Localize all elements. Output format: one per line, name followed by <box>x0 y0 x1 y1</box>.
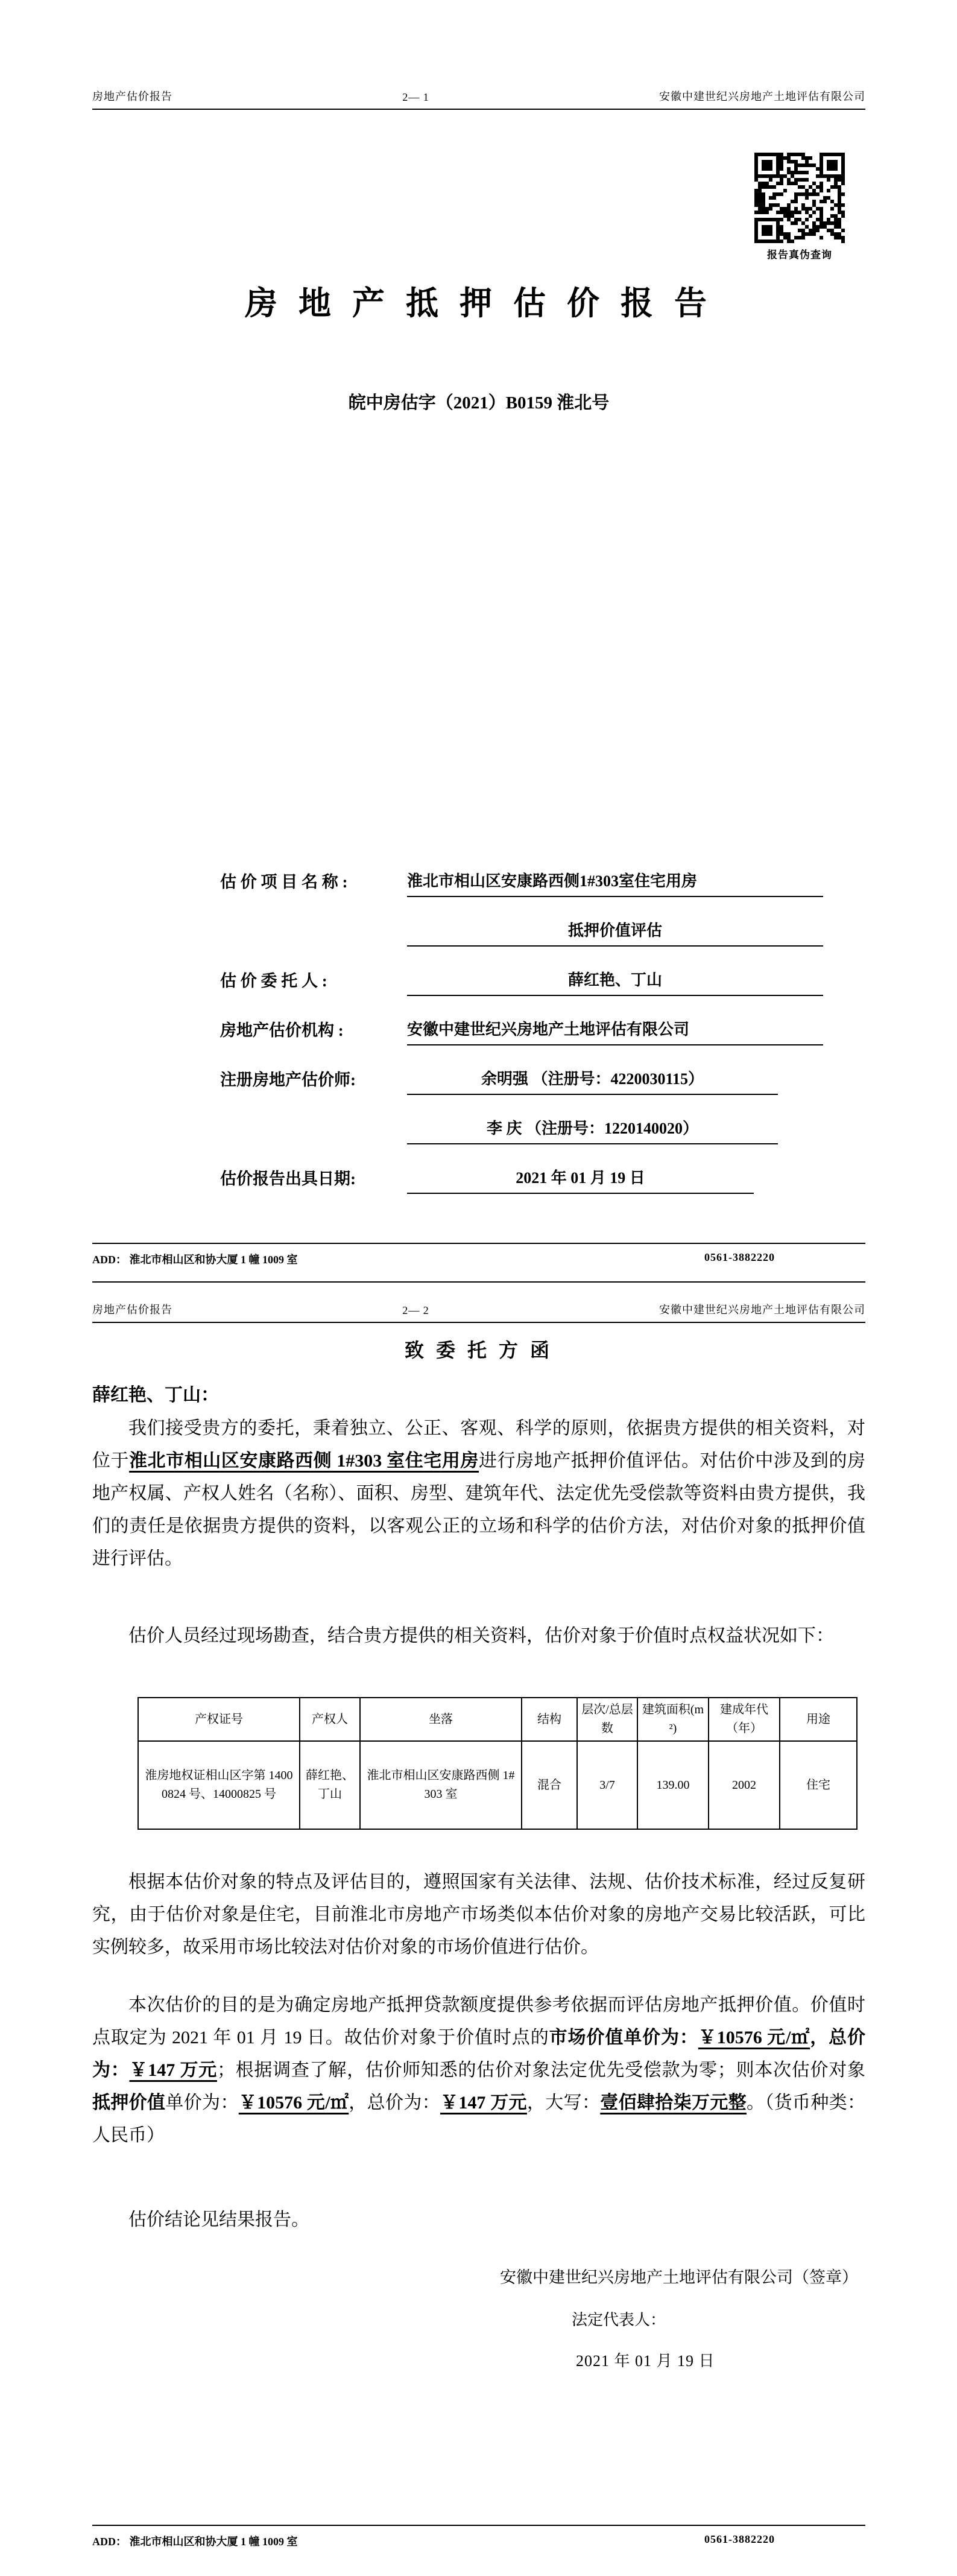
page-header <box>92 88 865 104</box>
form-value: 抵押价值评估 <box>407 921 823 947</box>
salutation: 薛红艳、丁山： <box>92 1385 219 1405</box>
report-number: 皖中房估字（2021）B0159 淮北号 <box>348 393 610 413</box>
market-value-label: 市场价值 <box>549 2028 624 2048</box>
table-cell-structure: 混合 <box>522 1741 577 1829</box>
paragraph-method: 根据本估价对象的特点及评估目的，遵照国家有关法律、法规、估价技术标准，经过反复研究，由于估价对象是住宅，目前淮北市房地产市场类似本估价对象的房地产交易比较活跃，可比实例较多，故采用市场比较法对估价对象的市场价值进行估价。 <box>92 1872 865 1957</box>
form-label: 注册房地产估价师: <box>220 1071 356 1089</box>
mortgage-unit-price: ￥10576 元/㎡ <box>238 2093 349 2113</box>
form-value: 安徽中建世纪兴房地产土地评估有限公司 <box>407 1020 823 1046</box>
form-label: 估 价 委 托 人 : <box>220 972 327 990</box>
form-field-appraiser-2 <box>220 1095 823 1144</box>
footer-phone: 0561-3882220 <box>704 2533 775 2545</box>
table-cell-usage: 住宅 <box>780 1741 857 1829</box>
paragraph-intro <box>92 1412 865 1575</box>
form-field-appraiser-1 <box>220 1045 823 1095</box>
paragraph-conclusion: 估价结论见结果报告。 <box>128 2210 309 2230</box>
form-value: 李 庆 （注册号：1220140020） <box>407 1119 778 1145</box>
text-run: 我们接受贵方的委托，秉着独立、公正、客观、科学的原则，依据贵方提供的相关资料，对位于 <box>92 1418 865 1471</box>
signature-legal-rep: 法定代表人： <box>572 2311 666 2329</box>
text-run: 本次估价的目的是为确定房地产抵押贷款额度提供参考依据而评估房地产抵押价值。价值时点取定为 2021 年 01 月 19 日。故估价对象于价值时点的 <box>92 1995 865 2048</box>
cover-form <box>220 848 823 1194</box>
text-run: ；根据调查了解，估价师知悉的估价对象法定优先受偿款为零；则本次估价对象 <box>216 2060 866 2080</box>
table-cell-owner: 薛红艳、丁山 <box>300 1741 360 1829</box>
qr-caption: 报告真伪查询 <box>767 249 832 261</box>
text-run: ，总价为： <box>92 2028 866 2080</box>
market-unit-price: ￥10576 元/㎡ <box>698 2028 810 2048</box>
qr-block <box>754 153 845 261</box>
form-field-agency <box>220 996 823 1045</box>
letter-title: 致 委 托 方 函 <box>404 1339 553 1361</box>
text-run: 单价为： <box>165 2093 239 2113</box>
amount-in-words: 壹佰肆拾柒万元整 <box>600 2093 747 2113</box>
header-doc-title: 房地产估价报告 <box>92 90 172 103</box>
footer-address: ADD： 淮北市相山区和协大厦 1 幢 1009 室 <box>92 2536 298 2548</box>
report-title: 房 地 产 抵 押 估 价 报 告 <box>244 285 713 322</box>
header-company-name: 安徽中建世纪兴房地产土地评估有限公司 <box>659 1304 865 1316</box>
form-field-client <box>220 947 823 996</box>
qr-code <box>754 153 845 243</box>
table-header-cell: 结构 <box>522 1698 577 1741</box>
page-2 <box>0 1294 957 2576</box>
table-header-cell: 产权人 <box>300 1698 360 1741</box>
table-header-cell: 产权证号 <box>138 1698 300 1741</box>
page-footer <box>92 2525 865 2549</box>
footer-phone: 0561-3882220 <box>704 1251 775 1263</box>
text-run: 。（货币种类：人民币） <box>92 2093 866 2145</box>
table-cell-year: 2002 <box>709 1741 780 1829</box>
text-run: 单价为： <box>624 2028 698 2048</box>
page-header <box>92 1301 865 1317</box>
table-cell-location: 淮北市相山区安康路西侧 1#303 室 <box>360 1741 522 1829</box>
table-header-cell: 坐落 <box>360 1698 522 1741</box>
property-rights-table <box>137 1697 858 1830</box>
text-run: ，总价为： <box>349 2093 441 2113</box>
text-run: ，大写： <box>526 2093 601 2113</box>
paragraph-survey: 估价人员经过现场勘查，结合贵方提供的相关资料，估价对象于价值时点权益状况如下： <box>128 1626 834 1646</box>
table-header-cell: 用途 <box>780 1698 857 1741</box>
form-value: 2021 年 01 月 19 日 <box>407 1169 754 1194</box>
text-run: 进行房地产抵押价值评估。对估价中涉及到的房地产权属、产权人姓名（名称）、面积、房型、建筑年代、法定优先受偿款等资料由贵方提供，我们的责任是依据贵方提供的资料，以客观公正的立场和科学的估价方法，对估价对象的抵押价值进行评估。 <box>92 1451 866 1569</box>
market-total-price: ￥147 万元 <box>129 2060 217 2080</box>
form-label: 估价报告出具日期: <box>220 1170 356 1188</box>
mortgage-value-label: 抵押价值 <box>92 2093 166 2113</box>
table-cell-cert-number: 淮房地权证相山区字第 14000824 号、14000825 号 <box>138 1741 300 1829</box>
form-field-report-date <box>220 1144 823 1194</box>
form-label <box>220 942 407 947</box>
paragraph-valuation <box>92 1989 865 2152</box>
header-page-number: 2— 1 <box>402 91 429 103</box>
table-cell-floor: 3/7 <box>577 1741 637 1829</box>
header-company-name: 安徽中建世纪兴房地产土地评估有限公司 <box>659 90 865 103</box>
form-value: 薛红艳、丁山 <box>407 971 823 997</box>
table-header-row <box>138 1698 857 1741</box>
form-label: 估 价 项 目 名 称 : <box>220 873 348 891</box>
form-value: 余明强 （注册号：4220030115） <box>407 1070 778 1096</box>
signature-date: 2021 年 01 月 19 日 <box>576 2352 715 2370</box>
signature-company: 安徽中建世纪兴房地产土地评估有限公司（签章） <box>500 2268 858 2286</box>
table-header-cell: 建成年代（年） <box>709 1698 780 1741</box>
footer-address: ADD： 淮北市相山区和协大厦 1 幢 1009 室 <box>92 1254 298 1266</box>
form-field-project-name <box>220 848 823 897</box>
header-page-number: 2— 2 <box>402 1304 429 1316</box>
form-label <box>220 1140 407 1144</box>
form-field-project-name-cont <box>220 897 823 947</box>
table-cell-area: 139.00 <box>637 1741 709 1829</box>
table-row <box>138 1741 857 1829</box>
mortgage-total-price: ￥147 万元 <box>440 2093 527 2113</box>
page-footer <box>92 1243 865 1283</box>
form-label: 房地产估价机构 : <box>220 1021 344 1039</box>
table-header-cell: 层次/总层数 <box>577 1698 637 1741</box>
header-rule <box>92 109 865 110</box>
header-doc-title: 房地产估价报告 <box>92 1304 172 1316</box>
subject-property-highlight: 淮北市相山区安康路西侧 1#303 室住宅用房 <box>129 1451 479 1471</box>
header-rule <box>92 1322 865 1323</box>
form-value: 淮北市相山区安康路西侧1#303室住宅用房 <box>407 872 823 898</box>
table-header-cell: 建筑面积(m²) <box>637 1698 709 1741</box>
